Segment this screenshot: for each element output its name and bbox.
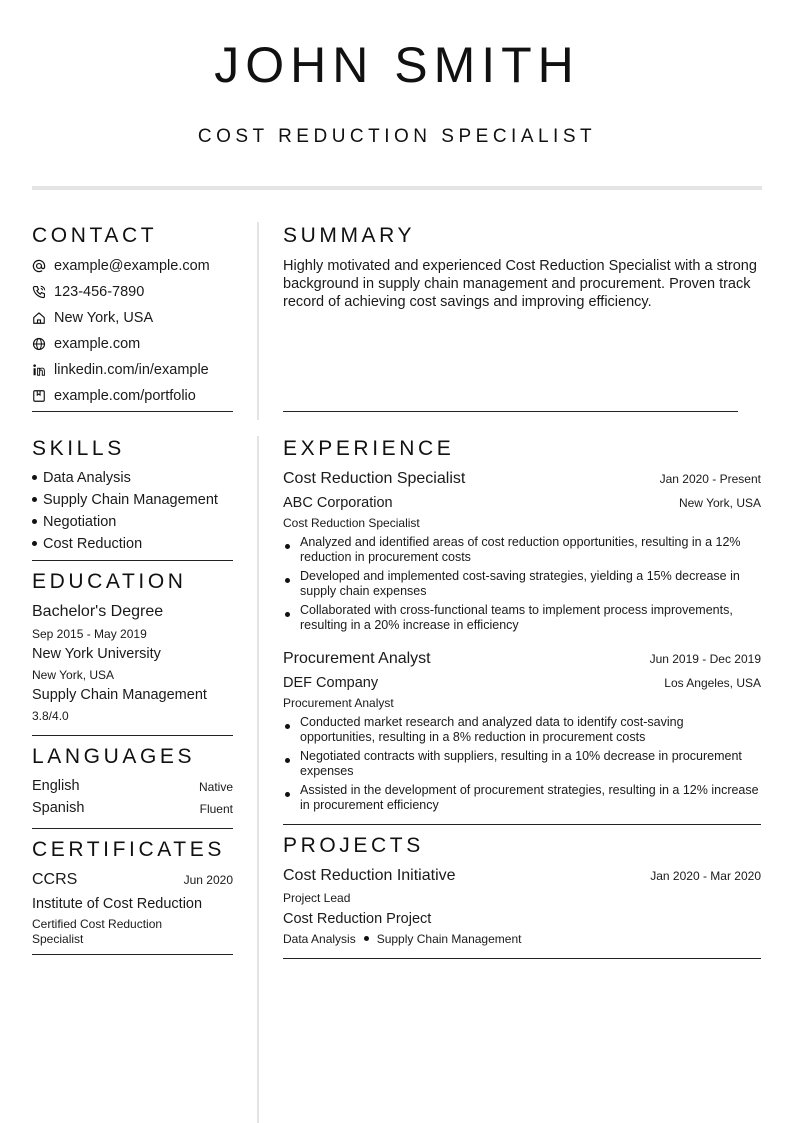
job-company: DEF Company [283,675,379,691]
bullet-icon [364,936,369,941]
project-subtitle: Cost Reduction Project [283,911,432,927]
linkedin-icon [32,363,46,377]
job-dates: Jan 2020 - Present [659,472,761,486]
contact-divider [32,411,233,412]
job-bullet: Conducted market research and analyzed data to identify cost-saving opportunities, resulting in a 8% reduction in procurement costs [283,715,761,745]
certificate-full-name: Certified Cost Reduction Specialist [32,917,163,946]
portfolio-icon [32,389,46,403]
language-name: English [32,778,80,794]
job-position: Cost Reduction Specialist [283,516,420,530]
job-title: Procurement Analyst [283,650,431,667]
job-dates: Jun 2019 - Dec 2019 [649,652,761,666]
education-divider [32,735,233,736]
certificate-issuer: Institute of Cost Reduction [32,896,203,912]
education-field: Supply Chain Management [32,687,207,703]
job-position: Procurement Analyst [283,696,394,710]
certificate-date: Jun 2020 [183,873,233,887]
phone-icon [32,285,46,299]
job-company: ABC Corporation [283,495,393,511]
project-name: Cost Reduction Initiative [283,867,456,884]
globe-icon [32,337,46,351]
job-bullet: Developed and implemented cost-saving strategies, yielding a 15% decrease in supply chain expenses [283,569,761,599]
job-location: New York, USA [678,496,761,510]
contact-email[interactable] [32,256,210,276]
skills-divider [32,560,233,561]
job-location: Los Angeles, USA [664,676,761,690]
projects-heading: PROJECTS [283,834,424,857]
language-level: Fluent [199,802,233,816]
project-tag: Supply Chain Management [376,932,522,946]
experience-divider [283,824,761,825]
education-gpa: 3.8/4.0 [32,709,69,723]
bullet-icon [32,541,37,546]
bullet-icon [32,519,37,524]
job-bullet: Analyzed and identified areas of cost reduction opportunities, resulting in a 12% reduction in procurement costs [283,535,761,565]
job-bullet: Collaborated with cross-functional teams to implement process improvements, resulting in a 20% increase in efficiency [283,603,761,633]
website-text: example.com [54,336,141,352]
home-icon [32,311,46,325]
contact-heading: CONTACT [32,224,158,247]
summary-text: Highly motivated and experienced Cost Reduction Specialist with a strong background in supply chain management and procurement. Proven track record of achieving cost savings and improving efficiency. [283,258,757,310]
skill-item: Data Analysis [32,470,131,486]
header-divider [32,186,762,190]
portfolio-text: example.com/portfolio [54,388,196,404]
project-dates: Jan 2020 - Mar 2020 [650,869,761,883]
languages-heading: LANGUAGES [32,745,196,768]
projects-divider [283,958,761,959]
skill-item: Supply Chain Management [32,492,218,508]
language-level: Native [198,780,233,794]
language-name: Spanish [32,800,85,816]
location-text: New York, USA [54,310,154,326]
bullet-icon [32,497,37,502]
education-dates: Sep 2015 - May 2019 [32,627,147,641]
certificates-divider [32,954,233,955]
phone-text: 123-456-7890 [54,284,145,300]
languages-divider [32,828,233,829]
skills-heading: SKILLS [32,437,125,460]
contact-phone[interactable] [32,282,144,302]
job-bullet: Negotiated contracts with suppliers, resulting in a 10% decrease in procurement expenses [283,749,761,779]
experience-heading: EXPERIENCE [283,437,455,460]
job-bullet: Assisted in the development of procurement strategies, resulting in a 12% increase in procurement efficiency [283,783,761,813]
resume-name: JOHN SMITH [214,37,580,93]
certificates-heading: CERTIFICATES [32,838,225,861]
at-sign-icon [32,259,46,273]
column-divider [257,222,259,1123]
contact-portfolio[interactable] [32,386,196,406]
summary-heading: SUMMARY [283,224,416,247]
summary-divider [283,411,738,412]
project-tag: Data Analysis [283,932,356,946]
resume-role: COST REDUCTION SPECIALIST [197,126,597,147]
linkedin-text: linkedin.com/in/example [54,362,209,378]
project-role: Project Lead [283,891,351,905]
skill-item: Cost Reduction [32,536,142,552]
contact-linkedin[interactable] [32,360,209,380]
education-location: New York, USA [32,668,115,682]
education-school: New York University [32,646,161,662]
email-text: example@example.com [54,258,210,274]
education-degree: Bachelor's Degree [32,603,164,620]
education-heading: EDUCATION [32,570,187,593]
contact-location [32,308,153,328]
job-title: Cost Reduction Specialist [283,470,466,487]
contact-website[interactable] [32,334,140,354]
project-tags [283,932,521,946]
bullet-icon [32,475,37,480]
certificate-name: CCRS [32,871,78,888]
skill-item: Negotiation [32,514,116,530]
